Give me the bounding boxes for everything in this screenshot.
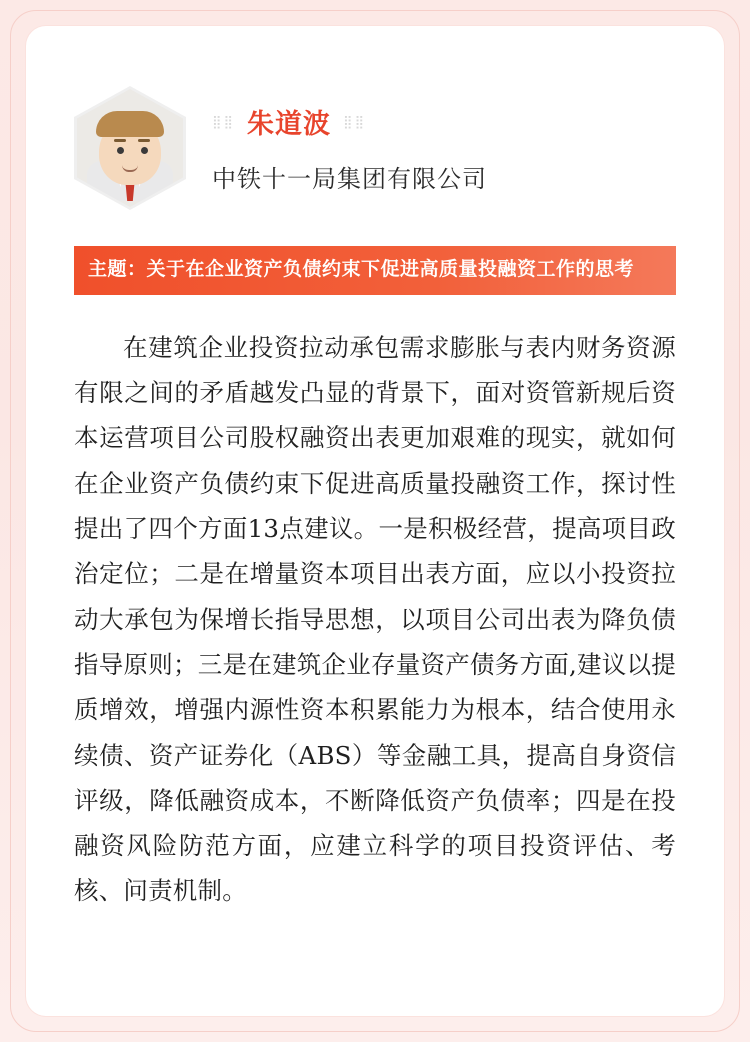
avatar-portrait-icon	[77, 89, 183, 207]
speaker-name: 朱道波	[247, 109, 332, 139]
speaker-company: 中铁十一局集团有限公司	[212, 166, 487, 193]
speaker-header	[74, 86, 676, 210]
topic-banner: 主题：关于在企业资产负债约束下促进高质量投融资工作的思考	[74, 246, 676, 295]
avatar	[74, 86, 186, 210]
avatar-hexagon-frame	[74, 86, 186, 210]
dots-decoration-left-icon: ⣿⣿	[212, 114, 236, 129]
speaker-name-row	[212, 102, 676, 141]
avatar-brow-right	[138, 139, 150, 142]
article-paragraph: 在建筑企业投资拉动承包需求膨胀与表内财务资源有限之间的矛盾越发凸显的背景下，面对资管新规后资本运营项目公司股权融资出表更加艰难的现实，就如何在企业资产负债约束下促进高质量投融资工作，探讨性提出了四个方面13点建议。一是积极经营，提高项目政治定位；二是在增量资本项目出表方面，应以小投资拉动大承包为保增长指导思想，以项目公司出表为降负债指导原则；三是在建筑企业存量资产债务方面,建议以提质增效，增强内源性资本积累能力为根本，结合使用永续债、资产证券化（ABS）等金融工具，提高自身资信评级，降低融资成本，不断降低资产负债率；四是在投融资风险防范方面，应建立科学的项目投资评估、考核、问责机制。	[74, 332, 676, 906]
avatar-brow-left	[114, 139, 126, 142]
avatar-eye-left	[117, 147, 124, 154]
content-card	[26, 26, 724, 1016]
avatar-hair	[96, 111, 164, 137]
avatar-eye-right	[141, 147, 148, 154]
speaker-info	[212, 102, 676, 194]
dots-decoration-right-icon: ⣿⣿	[343, 114, 367, 129]
